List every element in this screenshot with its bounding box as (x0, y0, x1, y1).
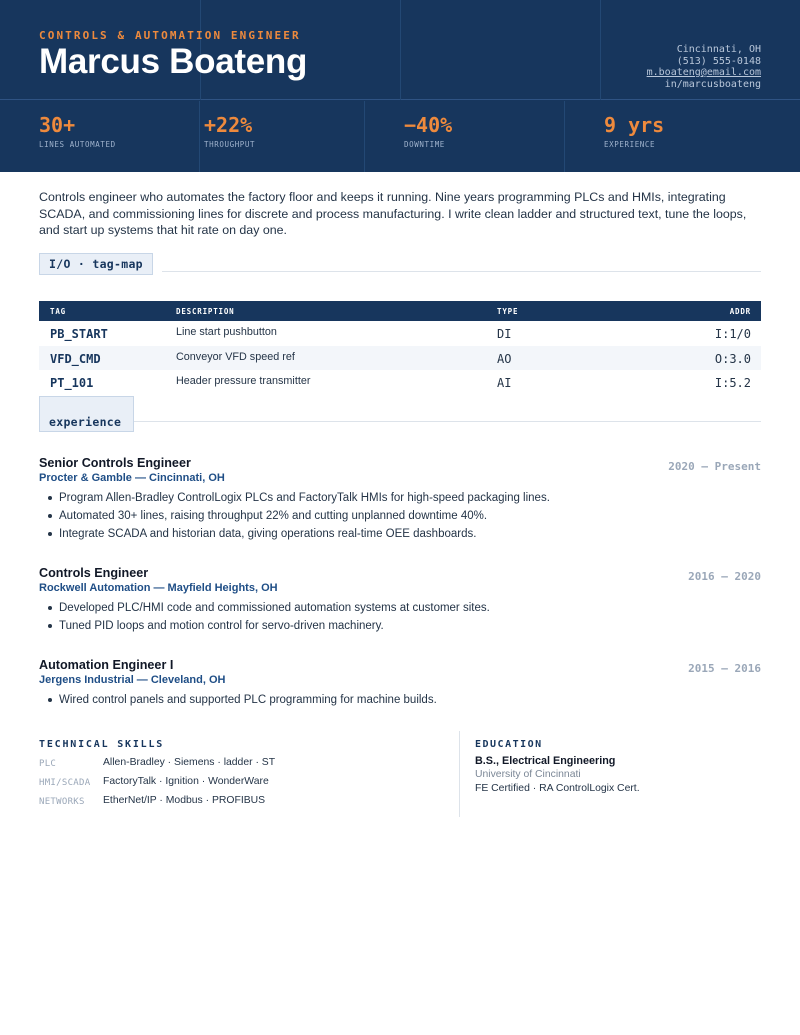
job-org: Rockwell Automation — Mayfield Heights, OH (39, 582, 278, 594)
col-header-addr: ADDR (729, 307, 751, 316)
stat-label: LINES AUTOMATED (39, 140, 116, 149)
skill-key: PLC (39, 759, 57, 769)
col-header-description: DESCRIPTION (176, 307, 235, 316)
cell-tag: PT_101 (50, 376, 94, 390)
skill-value: Allen-Bradley · Siemens · ladder · ST (103, 757, 276, 768)
stat-downtime (365, 101, 565, 172)
table-row (39, 321, 761, 346)
cell-addr: O:3.0 (714, 351, 751, 366)
job-org: Jergens Industrial — Cleveland, OH (39, 674, 226, 686)
skill-row (39, 757, 439, 773)
table-row (39, 370, 761, 395)
job-title: Automation Engineer I (39, 658, 174, 672)
job-bullets (47, 691, 437, 709)
skill-row (39, 795, 439, 811)
io-section-tag: I/O · tag-map (39, 253, 153, 275)
education-heading: EDUCATION (475, 739, 543, 750)
stat-value: −40% (404, 113, 453, 137)
cell-type: AI (497, 376, 512, 390)
list-item: Integrate SCADA and historian data, giving operations real-time OEE dashboards. (47, 525, 550, 543)
candidate-name: Marcus Boateng (39, 42, 308, 81)
skill-value: FactoryTalk · Ignition · WonderWare (103, 776, 269, 787)
email-link[interactable]: m.boateng@email.com (646, 67, 761, 78)
list-item: Automated 30+ lines, raising throughput 22% and cutting unplanned downtime 40%. (47, 507, 550, 525)
stat-value: 30+ (39, 113, 76, 137)
cell-addr: I:1/0 (714, 327, 751, 341)
col-header-type: TYPE (497, 307, 519, 316)
stat-value: +22% (204, 113, 253, 137)
stat-throughput (165, 101, 365, 172)
job-role: CONTROLS & AUTOMATION ENGINEER (39, 29, 301, 42)
job-title: Senior Controls Engineer (39, 456, 191, 470)
io-tag-table (39, 301, 761, 395)
stat-label: DOWNTIME (404, 140, 445, 149)
cell-addr: I:5.2 (714, 376, 751, 390)
contact-block (647, 44, 761, 90)
table-header-row (39, 301, 761, 321)
summary-paragraph: Controls engineer who automates the factory floor and keeps it running. Nine years programming PLCs and HMIs, integrating SCADA, and commissioning lines for discrete and process manufacturing. I write clean ladder and structured text, tune the loops, and start up systems that hit rate on day one. (39, 190, 747, 237)
education-degree: B.S., Electrical Engineering (475, 755, 616, 767)
education-certs: FE Certified · RA ControlLogix Cert. (475, 783, 640, 794)
cell-tag: PB_START (50, 327, 108, 341)
job-title: Controls Engineer (39, 566, 149, 580)
header-grid-line (400, 0, 401, 100)
linkedin-text: in/marcusboateng (664, 78, 761, 90)
skill-key: HMI/SCADA (39, 778, 91, 788)
resume-header (0, 0, 800, 172)
section-divider (134, 421, 761, 422)
job-bullets (47, 489, 550, 543)
job-dates: 2015 — 2016 (688, 662, 761, 675)
job-dates: 2020 — Present (668, 460, 761, 473)
stat-label: EXPERIENCE (604, 140, 656, 149)
list-item: Tuned PID loops and motion control for servo-driven machinery. (47, 617, 490, 635)
cell-type: DI (497, 327, 512, 341)
job-bullets (47, 599, 490, 635)
header-grid-line (600, 0, 601, 100)
cell-description: Header pressure transmitter (176, 375, 311, 387)
section-divider (162, 271, 761, 272)
job-org: Procter & Gamble — Cincinnati, OH (39, 472, 225, 484)
job-dates: 2016 — 2020 (688, 570, 761, 583)
skills-heading: TECHNICAL SKILLS (39, 739, 165, 750)
col-header-tag: TAG (50, 307, 66, 316)
education-school: University of Cincinnati (475, 769, 581, 780)
skill-key: NETWORKS (39, 797, 85, 807)
stat-value: 9 yrs (604, 113, 665, 137)
list-item: Wired control panels and supported PLC programming for machine builds. (47, 691, 437, 709)
stat-label: THROUGHPUT (204, 140, 256, 149)
list-item: Developed PLC/HMI code and commissioned automation systems at customer sites. (47, 599, 490, 617)
cell-description: Line start pushbutton (176, 326, 277, 338)
phone-text: (513) 555-0148 (676, 55, 761, 67)
experience-section-tag: experience (39, 396, 134, 432)
cell-description: Conveyor VFD speed ref (176, 350, 295, 363)
location-text: Cincinnati, OH (676, 44, 761, 55)
cell-tag: VFD_CMD (50, 351, 101, 366)
column-divider (459, 731, 460, 817)
cell-type: AO (497, 351, 512, 366)
stat-experience (565, 101, 765, 172)
skill-value: EtherNet/IP · Modbus · PROFIBUS (103, 795, 266, 806)
list-item: Program Allen-Bradley ControlLogix PLCs and FactoryTalk HMIs for high-speed packaging lines. (47, 489, 550, 507)
table-row (39, 346, 761, 371)
skill-row (39, 776, 439, 792)
